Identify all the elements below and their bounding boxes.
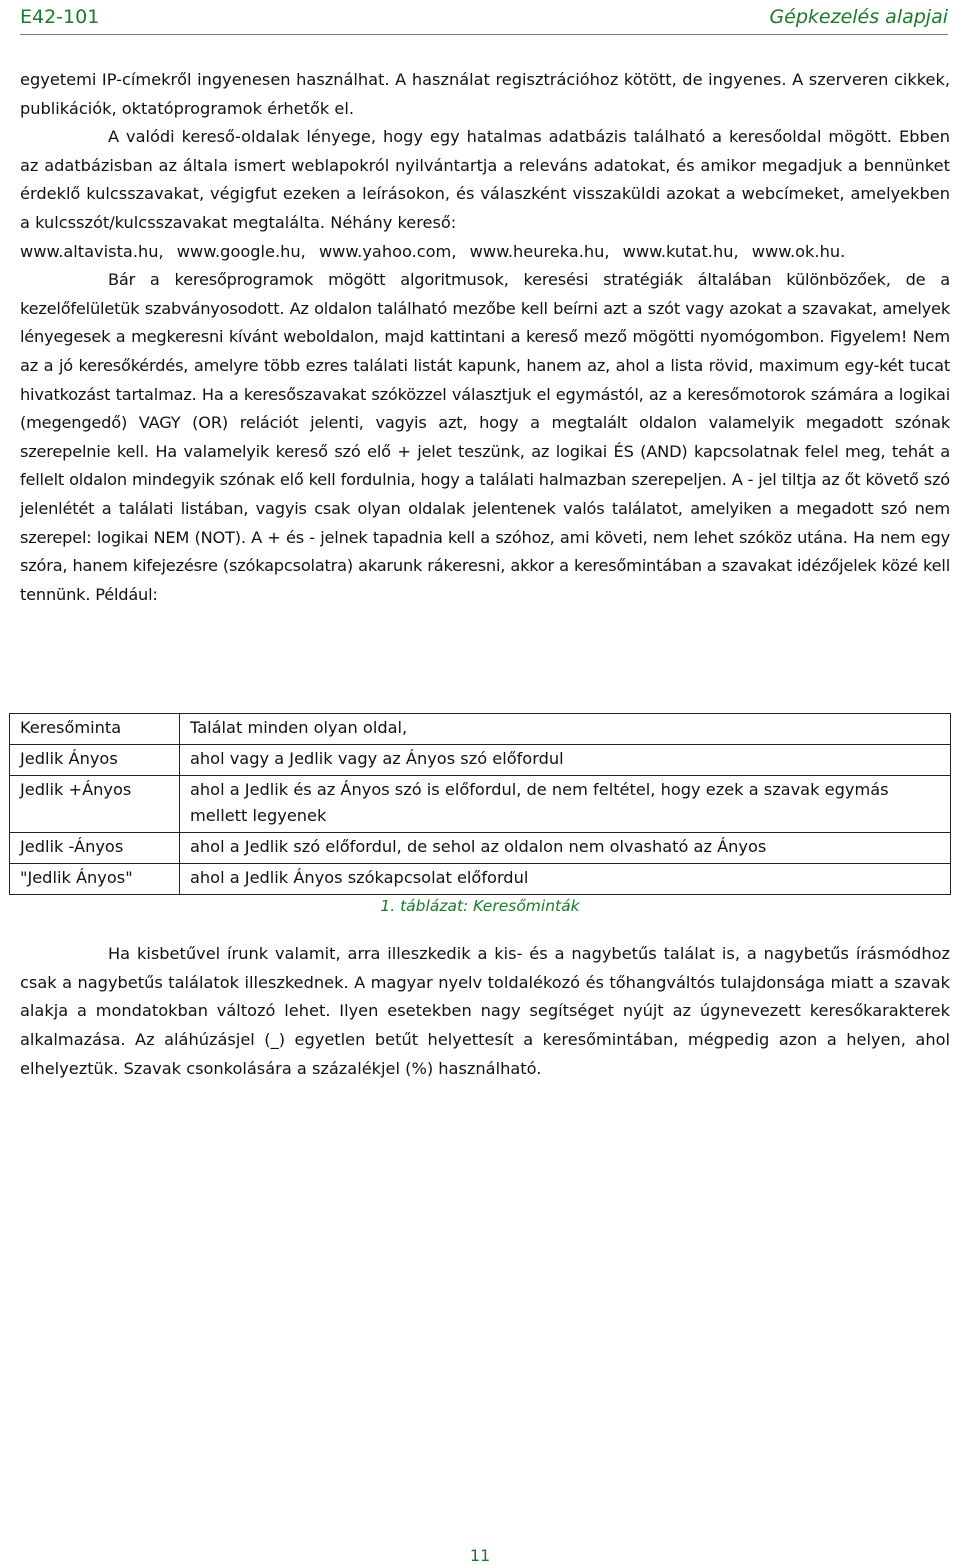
- table-row: [10, 833, 951, 864]
- paragraph-4: Ha kisbetűvel írunk valamit, arra illeszkedik a kis- és a nagybetűs találat is, a nagybetűs írásmódhoz csak a nagybetűs találatok illeszkednek. A magyar nyelv toldalékozó és tőhangváltós tulajdonsága miatt a szavak alakja a mondatokban változó lehet. Ilyen esetekben nagy segítséget nyújt az úgynevezett keresőkarakterek alkalmazása. Az aláhúzásjel (_) egyetlen betűt helyettesít a keresőmintában, mégpedig azon a helyen, ahol elhelyeztük. Szavak csonkolására a százalékjel (%) használható.: [20, 944, 950, 1078]
- document-title: Gépkezelés alapjai: [769, 6, 948, 28]
- pattern-cell: Jedlik +Ányos: [10, 776, 180, 833]
- table-row: [10, 864, 951, 895]
- document-code: E42-101: [20, 6, 100, 28]
- table-header-cell: Találat minden olyan oldal,: [180, 714, 951, 745]
- pattern-cell: "Jedlik Ányos": [10, 864, 180, 895]
- paragraph-1: egyetemi IP-címekről ingyenesen használhat. A használat regisztrációhoz kötött, de ingyenes. A szerveren cikkek, publikációk, oktatóprogramok érhetők el.: [20, 70, 950, 118]
- table-header-row: [10, 714, 951, 745]
- table-header-cell: Keresőminta: [10, 714, 180, 745]
- search-pattern-table: [9, 713, 951, 895]
- body-text-continued: [20, 940, 950, 1084]
- result-cell: ahol a Jedlik Ányos szókapcsolat előfordul: [180, 864, 951, 895]
- table-caption: 1. táblázat: Keresőminták: [380, 897, 580, 915]
- table-row: [10, 745, 951, 776]
- page-header: [20, 0, 948, 35]
- pattern-cell: Jedlik Ányos: [10, 745, 180, 776]
- result-cell: ahol a Jedlik szó előfordul, de sehol az oldalon nem olvasható az Ányos: [180, 833, 951, 864]
- page-number: 11: [469, 1546, 491, 1565]
- table-row: [10, 776, 951, 833]
- result-cell: ahol vagy a Jedlik vagy az Ányos szó előfordul: [180, 745, 951, 776]
- paragraph-2: A valódi kereső-oldalak lényege, hogy egy hatalmas adatbázis található a keresőoldal mögött. Ebben az adatbázisban az általa ismert weblapokról nyilvántartja a releváns adatokat, és amikor megadjuk a bennünket érdeklő kulcsszavakat, végigfut ezeken a leírásokon, és válaszként visszaküldi azokat a webcímeket, amelyekben a kulcsszót/kulcsszavakat megtalálta. Néhány kereső:: [20, 127, 950, 232]
- body-text: [20, 66, 950, 609]
- search-engine-list: www.altavista.hu, www.google.hu, www.yahoo.com, www.heureka.hu, www.kutat.hu, www.ok.hu.: [20, 241, 846, 261]
- paragraph-3: Bár a keresőprogramok mögött algoritmusok, keresési stratégiák általában különbözőek, de a kezelőfelületük szabványosodott. Az oldalon található mezőbe kell beírni azt a szót vagy azokat a szavakat, amelyek lényegesek a megkeresni kívánt weboldalon, majd kattintani a kereső mező mögötti nyomógombon. Figyelem! Nem az a jó keresőkérdés, amelyre több ezres találati listát kapunk, hanem az, ahol a lista rövid, maximum egy-két tucat hivatkozást tartalmaz. Ha a keresőszavakat szóközzel választjuk el egymástól, az a keresőmotorok számára a logikai (megengedő) VAGY (OR) relációt jelenti, vagyis azt, hogy a megtalált oldalon valamelyik megadott szónak szerepelnie kell. Ha valamelyik kereső szó elő + jelet teszünk, az logikai ÉS (AND) kapcsolatnak felel meg, tehát a fellelt oldalon mindegyik szónak elő kell fordulnia, hogy a találati halmazban szerepeljen. A - jel tiltja az őt követő szó jelenlétét a találati listában, vagyis csak olyan oldalak jelentenek valós találatot, amelyiken a megadott szó nem szerepel: logikai NEM (NOT). A + és - jelnek tapadnia kell a szóhoz, ami követi, nem lehet szóköz utána. Ha nem egy szóra, hanem kifejezésre (szókapcsolatra) akarunk rákeresni, akkor a keresőmintában a szavakat idézőjelek közé kell tennünk. Például:: [20, 270, 950, 604]
- result-cell: ahol a Jedlik és az Ányos szó is előfordul, de nem feltétel, hogy ezek a szavak egymás mellett legyenek: [180, 776, 951, 833]
- pattern-cell: Jedlik -Ányos: [10, 833, 180, 864]
